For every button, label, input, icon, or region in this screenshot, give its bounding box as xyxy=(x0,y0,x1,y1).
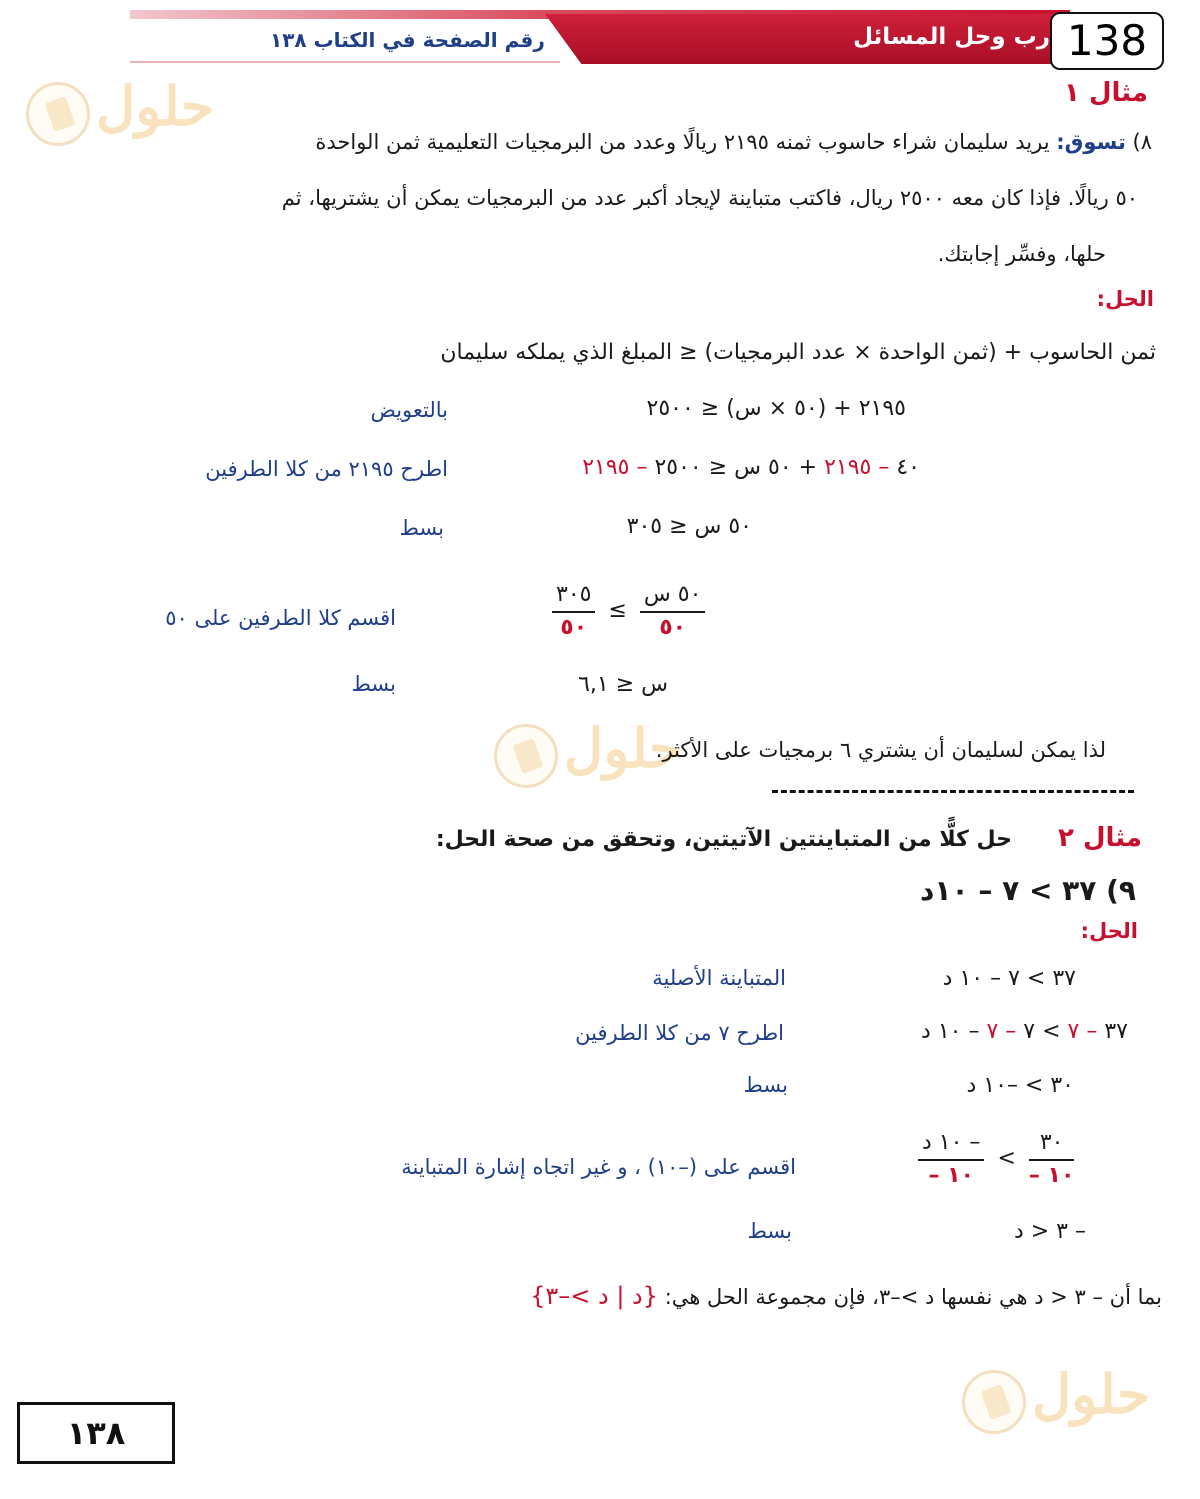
step-note: بسط xyxy=(747,1219,792,1243)
watermark-brand: حلول xyxy=(564,716,683,780)
problem-number: ٩) xyxy=(1106,874,1136,907)
fraction-left: $\frac{\text{– ١٠ د}}{- ١٠}$ xyxy=(918,1130,984,1188)
fraction-right: $\frac{\text{٥٠ س}}{٥٠}$ xyxy=(640,582,706,640)
example1-solution-label: الحل: xyxy=(1096,287,1154,311)
watermark-book-icon xyxy=(962,1370,1026,1434)
problem-number: ٨) xyxy=(1132,130,1152,154)
section-divider xyxy=(772,790,1134,793)
watermark-book-icon xyxy=(494,724,558,788)
step-fraction-expression xyxy=(552,582,705,640)
watermark-brand: حلول xyxy=(96,74,215,138)
example2-solution-label: الحل: xyxy=(1080,919,1138,943)
example1-problem-line3: حلها، وفسِّر إجابتك. xyxy=(937,242,1106,266)
step-expression: ٣٠ > –١٠ د xyxy=(966,1073,1074,1098)
step-note: اقسم كلا الطرفين على ٥٠ xyxy=(165,606,396,630)
example2-conclusion xyxy=(530,1282,1162,1310)
example2-instruction: حل كلًّا من المتباينتين الآتيتين، وتحقق من صحة الحل: xyxy=(435,827,1012,852)
step-note: بالتعويض xyxy=(370,398,448,422)
section-title: رب وحل المسائل xyxy=(853,24,1050,50)
example2-problem xyxy=(920,874,1136,907)
problem-text: يريد سليمان شراء حاسوب ثمنه ٢١٩٥ ريالًا وعدد من البرمجيات التعليمية ثمن الواحدة xyxy=(315,130,1050,154)
watermark-logo xyxy=(26,74,226,150)
problem-tag: تسوق: xyxy=(1056,130,1126,154)
page-number-box: 138 xyxy=(1050,12,1164,70)
step-expression: ٣٧ > ٧ – ١٠ د xyxy=(942,966,1076,991)
verbal-model: ثمن الحاسوب + (ثمن الواحدة × عدد البرمجيات) ≤ المبلغ الذي يملكه سليمان xyxy=(440,340,1156,365)
expr-subtract: – ٧ xyxy=(1067,1019,1098,1044)
step-expression: ٢١٩٥ + (٥٠ × س) ≤ ٢٥٠٠ xyxy=(646,396,906,421)
fraction-left: $\frac{٣٠٥}{٥٠}$ xyxy=(552,582,595,640)
step-expression: س ≤ ٦,١ xyxy=(578,672,668,697)
step-note: اطرح ٢١٩٥ من كلا الطرفين xyxy=(205,457,448,481)
footer-page-number: ١٣٨ xyxy=(17,1402,175,1464)
expr-subtract: – ٢١٩٥ xyxy=(824,455,890,480)
watermark-brand: حلول xyxy=(1032,1362,1151,1426)
step-fraction-expression xyxy=(918,1130,1074,1188)
step-note: اقسم على (–١٠) ، و غير اتجاه إشارة المتباينة xyxy=(401,1155,796,1179)
example1-conclusion: لذا يمكن لسليمان أن يشتري ٦ برمجيات على الأكثر. xyxy=(655,738,1106,762)
book-page-reference: رقم الصفحة في الكتاب ١٣٨ xyxy=(270,28,545,52)
expr-part: > ٧ xyxy=(1016,1019,1068,1044)
relation-symbol: < xyxy=(997,1146,1016,1171)
solution-set: {د | د >–٣} xyxy=(530,1282,658,1310)
step-note: المتباينة الأصلية xyxy=(652,966,786,990)
fraction-right: $\frac{٣٠}{- ١٠}$ xyxy=(1028,1130,1075,1188)
watermark-book-icon xyxy=(26,82,90,146)
problem-expression: ٣٧ > ٧ – ١٠د xyxy=(920,874,1097,907)
step-note: اطرح ٧ من كلا الطرفين xyxy=(575,1021,784,1045)
example1-heading: مثال ١ xyxy=(1064,78,1148,108)
step-note: بسط xyxy=(351,672,396,696)
expr-part: – ١٠ د xyxy=(921,1019,987,1044)
expr-subtract: – ٢١٩٥ xyxy=(582,455,648,480)
step-expression xyxy=(921,1019,1128,1044)
conclusion-text: بما أن – ٣ < د هي نفسها د >–٣، فإن مجموعة الحل هي: xyxy=(664,1285,1162,1309)
expr-part: + ٥٠ س ≤ ٢٥٠٠ xyxy=(647,455,825,480)
expr-part: ٤٠ xyxy=(889,455,920,480)
example1-problem-line1 xyxy=(315,130,1152,154)
relation-symbol: ≤ xyxy=(608,598,627,623)
step-note: بسط xyxy=(743,1073,788,1097)
example1-problem-line2: ٥٠ ريالًا. فإذا كان معه ٢٥٠٠ ريال، فاكتب متباينة لإيجاد أكبر عدد من البرمجيات يمكن أن يشتريها، ثم xyxy=(281,186,1138,210)
step-expression: – ٣ < د xyxy=(1013,1219,1086,1244)
step-expression xyxy=(582,455,920,480)
example2-heading: مثال ٢ xyxy=(1058,823,1142,853)
watermark-logo xyxy=(962,1362,1162,1438)
step-expression: ٥٠ س ≤ ٣٠٥ xyxy=(626,514,752,539)
expr-part: ٣٧ xyxy=(1097,1019,1128,1044)
step-note: بسط xyxy=(399,516,444,540)
expr-subtract: – ٧ xyxy=(986,1019,1017,1044)
